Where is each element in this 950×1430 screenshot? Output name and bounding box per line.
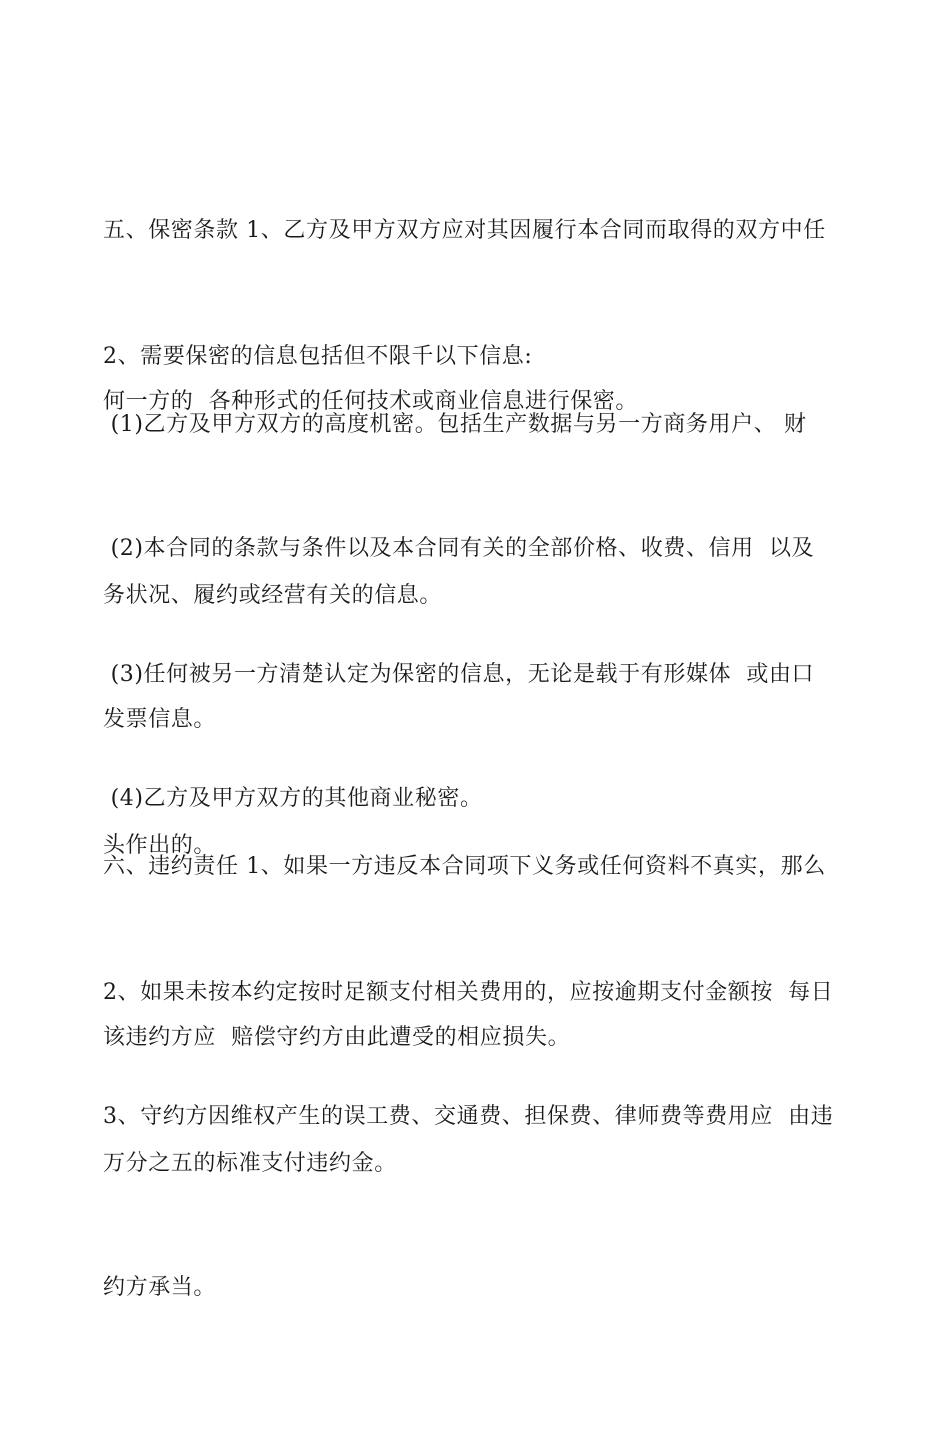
text-line: (4)乙方及甲方双方的其他商业秘密。: [103, 786, 483, 811]
text-line: 2、如果未按本约定按时足额支付相关费用的，应按逾期支付金额按 每日: [103, 980, 834, 1005]
text-line: (1)乙方及甲方双方的高度机密。包括生产数据与另一方商务用户、 财: [103, 412, 807, 437]
text-line: 2、需要保密的信息包括但不限千以下信息:: [103, 344, 533, 369]
text-line: 3、守约方因维权产生的误工费、交通费、担保费、律师费等费用应 由违: [103, 1104, 834, 1129]
paragraph-enforcement-costs: [103, 974, 863, 1430]
text-line: 约方承当。: [103, 1275, 217, 1300]
text-line: 该违约方应 赔偿守约方由此遭受的相应损失。: [103, 1025, 571, 1050]
text-line: 发票信息。: [103, 707, 217, 732]
text-line: 万分之五的标准支付违约金。: [103, 1151, 397, 1176]
text-line: 五、保密条款 1、乙方及甲方双方应对其因履行本合同而取得的双方中任: [103, 218, 826, 243]
text-line: 头作出的。: [103, 833, 217, 858]
text-line: 何一方的 各种形式的任何技术或商业信息进行保密。: [103, 389, 638, 414]
text-line: 六、违约责任 1、如果一方违反本合同项下义务或任何资料不真实，那么: [103, 854, 826, 879]
text-line: (3)任何被另一方清楚认定为保密的信息，无论是载于有形媒体 或由口: [103, 662, 815, 687]
text-line: (2)本合同的条款与条件以及本合同有关的全部价格、收费、信用 以及: [103, 536, 815, 561]
text-line: 务状况、履约或经营有关的信息。: [103, 583, 443, 608]
